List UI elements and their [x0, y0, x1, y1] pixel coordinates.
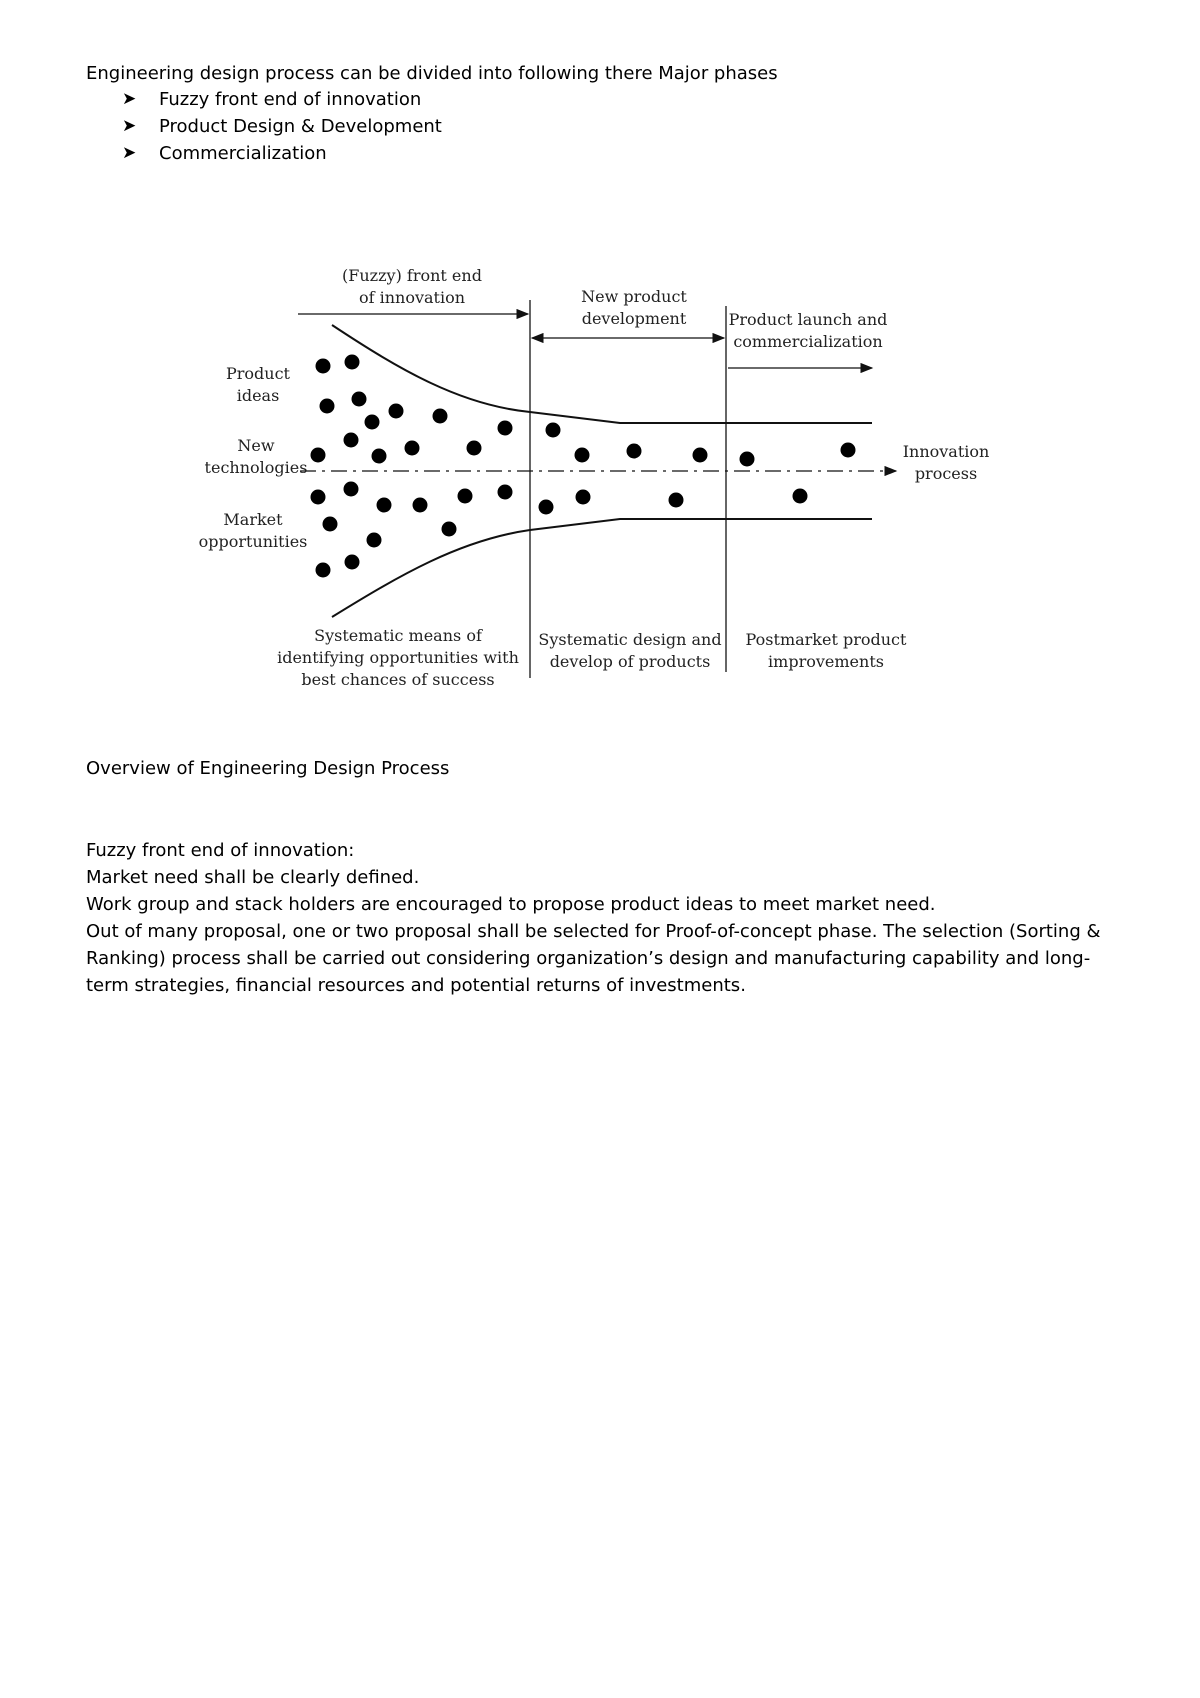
idea-dot [345, 355, 360, 370]
idea-dot [467, 441, 482, 456]
idea-dot [576, 490, 591, 505]
intro-text: Engineering design process can be divided into following there Major phases [86, 63, 778, 84]
idea-dot [793, 489, 808, 504]
idea-dot [389, 404, 404, 419]
bottom-label: Systematic design and [538, 630, 722, 649]
paragraph: Out of many proposal, one or two proposal shall be selected for Proof-of-concept phase. The selection (Sorting & Ranking) process shall be carried out considering organization’s design and manufacturing capability and long-term strategies, financial resources and potential returns of investments. [86, 921, 1101, 996]
phases-list [122, 86, 442, 167]
idea-dot [539, 500, 554, 515]
bottom-label: Postmarket product [745, 630, 907, 649]
idea-dot [377, 498, 392, 513]
axis-label: process [914, 464, 978, 483]
idea-dot [311, 490, 326, 505]
list-item [122, 140, 442, 167]
idea-dot [352, 392, 367, 407]
idea-dot [413, 498, 428, 513]
top-phase-label: development [581, 309, 687, 328]
idea-dot [405, 441, 420, 456]
innovation-funnel-diagram [190, 255, 1010, 695]
idea-dot [316, 563, 331, 578]
bottom-label: develop of products [549, 652, 711, 671]
phase-label: Commercialization [159, 143, 327, 164]
idea-dot [498, 421, 513, 436]
idea-dot [372, 449, 387, 464]
idea-dot [367, 533, 382, 548]
idea-dot [345, 555, 360, 570]
arrowhead-bullet-icon: ➤ [122, 116, 137, 136]
paragraph: Work group and stack holders are encouraged to propose product ideas to meet market need. [86, 894, 936, 915]
figure-caption: Overview of Engineering Design Process [86, 758, 450, 779]
phase-label: Fuzzy front end of innovation [159, 89, 422, 110]
idea-dot [627, 444, 642, 459]
idea-dot [344, 482, 359, 497]
idea-dot [316, 359, 331, 374]
list-item [122, 86, 442, 113]
bottom-label: improvements [768, 652, 884, 671]
idea-dot [575, 448, 590, 463]
idea-dot [669, 493, 684, 508]
input-label: opportunities [198, 532, 308, 551]
bottom-label: best chances of success [301, 670, 495, 689]
idea-dot [458, 489, 473, 504]
idea-dot [442, 522, 457, 537]
input-label: technologies [204, 458, 308, 477]
idea-dot [740, 452, 755, 467]
paragraph: Market need shall be clearly defined. [86, 867, 420, 888]
idea-dot [323, 517, 338, 532]
idea-dot [344, 433, 359, 448]
top-phase-label: (Fuzzy) front end [342, 266, 482, 285]
idea-dot [365, 415, 380, 430]
idea-dots [311, 355, 856, 578]
bottom-label: identifying opportunities with [277, 648, 519, 667]
phase-label: Product Design & Development [159, 116, 442, 137]
fuzzy-front-end-section [86, 837, 1126, 999]
idea-dot [841, 443, 856, 458]
input-label: Product [226, 364, 290, 383]
top-phase-label: commercialization [733, 332, 883, 351]
axis-label: Innovation [902, 442, 990, 461]
arrowhead-bullet-icon: ➤ [122, 143, 137, 163]
input-label: Market [223, 510, 283, 529]
funnel-lower-curve [332, 519, 872, 617]
idea-dot [311, 448, 326, 463]
bottom-label: Systematic means of [314, 626, 482, 645]
arrowhead-bullet-icon: ➤ [122, 89, 137, 109]
idea-dot [693, 448, 708, 463]
top-phase-label: New product [581, 287, 687, 306]
top-phase-label: Product launch and [728, 310, 888, 329]
input-label: New [237, 436, 275, 455]
list-item [122, 113, 442, 140]
top-phase-label: of innovation [358, 288, 466, 307]
idea-dot [433, 409, 448, 424]
idea-dot [498, 485, 513, 500]
idea-dot [546, 423, 561, 438]
input-label: ideas [236, 386, 280, 405]
section-heading: Fuzzy front end of innovation: [86, 840, 355, 861]
idea-dot [320, 399, 335, 414]
